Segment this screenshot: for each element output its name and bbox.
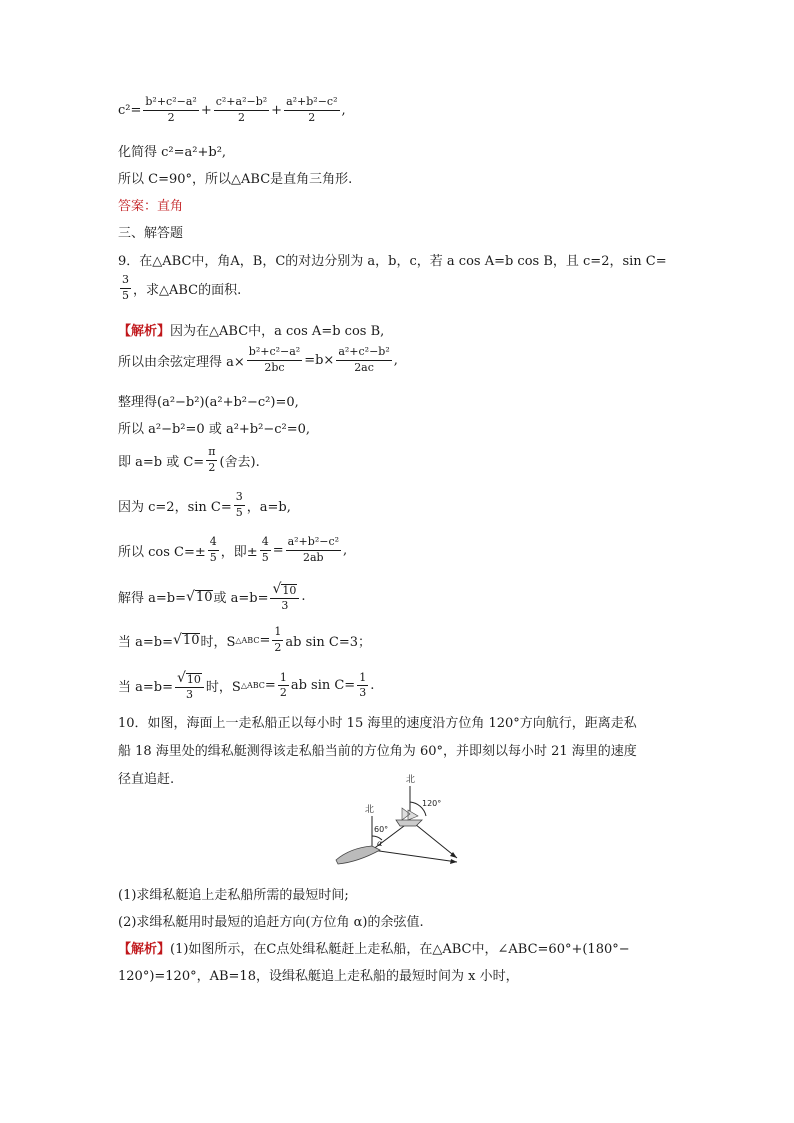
fraction <box>208 536 219 564</box>
denominator: 2bc <box>264 360 285 374</box>
denominator: 2 <box>308 110 316 124</box>
numerator: a²+c²−b² <box>336 346 391 361</box>
numerator <box>175 670 204 688</box>
solution-line-3: 整理得(a²−b²)(a²+b²−c²)=0, <box>118 395 299 410</box>
square-root <box>186 589 213 605</box>
fraction <box>278 672 289 700</box>
denominator: 5 <box>209 550 217 564</box>
solution-line-2 <box>118 346 398 374</box>
radicand: 10 <box>182 632 200 648</box>
numerator: π <box>206 446 217 461</box>
square-root <box>177 670 202 686</box>
numerator: c²+a²−b² <box>214 96 269 111</box>
solution-line-4: 所以 a²−b²=0 或 a²+b²−c²=0, <box>118 422 311 437</box>
text: . <box>370 678 375 694</box>
text: , <box>341 102 346 118</box>
question-10-text-2: 船 18 海里处的缉私艇测得该走私船当前的方位角为 60°，并即刻以每小时 21 海里的速度 <box>118 744 637 759</box>
fraction <box>260 536 271 564</box>
text: ，即± <box>220 544 258 560</box>
text: =b× <box>304 352 335 368</box>
denominator: 3 <box>185 688 193 702</box>
radical-sign: √ <box>272 581 282 597</box>
denominator: 2 <box>237 110 245 124</box>
radicand: 10 <box>195 589 213 605</box>
north-label-lower: 北 <box>365 805 375 815</box>
text: 即 a=b 或 C= <box>118 454 205 470</box>
text: ab sin C=3； <box>285 634 372 650</box>
angle-60-label: 60° <box>374 825 389 834</box>
analysis-tag: 【解析】 <box>118 324 171 339</box>
text: (舍去). <box>219 454 260 470</box>
text: 时，S <box>205 680 241 696</box>
fraction <box>284 96 339 124</box>
part-1: (1)求缉私艇追上走私船所需的最短时间; <box>118 888 349 903</box>
fraction <box>272 626 283 654</box>
numerator: 3 <box>120 274 131 289</box>
analysis-line-2: 120°)=120°，AB=18，设缉私艇追上走私船的最短时间为 x 小时， <box>118 969 519 984</box>
radical-sign: √ <box>173 632 182 649</box>
denominator: 2 <box>274 640 282 654</box>
denominator: 5 <box>235 505 243 519</box>
denominator: 2 <box>167 110 175 124</box>
radical-sign: √ <box>177 670 186 686</box>
alpha-label: α <box>377 839 383 848</box>
solution-line-1 <box>118 320 384 339</box>
solution-line-5 <box>118 446 260 474</box>
text: (1)如图所示，在C点处缉私艇赶上走私船，在△ABC中，∠ABC=60°+(180°− <box>170 942 630 957</box>
text: ，a=b, <box>246 499 291 515</box>
numerator: a²+b²−c² <box>284 96 339 111</box>
question-9-cont <box>118 274 241 302</box>
segment-bc <box>410 820 457 858</box>
north-label-upper: 北 <box>406 775 416 785</box>
part-2: (2)求缉私艇用时最短的追赶方向(方位角 α)的余弦值. <box>118 915 424 930</box>
text: 因为 c=2，sin C= <box>118 499 232 515</box>
fraction <box>143 96 198 124</box>
simplify-line: 化简得 c²=a²+b², <box>118 145 227 160</box>
fraction <box>206 446 217 474</box>
fraction <box>286 536 341 564</box>
text: = <box>259 632 271 648</box>
analysis-tag: 【解析】 <box>118 942 171 957</box>
denominator: 2 <box>279 686 287 700</box>
radicand: 10 <box>186 673 201 686</box>
fraction <box>247 346 302 374</box>
numerator: 1 <box>357 672 368 687</box>
text: 所以由余弦定理得 a× <box>118 354 245 370</box>
radical-sign: √ <box>186 588 195 605</box>
denominator: 2 <box>208 460 216 474</box>
text: ，求△ABC的面积. <box>133 282 242 298</box>
numerator: b²+c²−a² <box>143 96 198 111</box>
denominator: 2ac <box>354 360 374 374</box>
ship-pursuit-figure <box>330 768 462 866</box>
numerator: 1 <box>278 672 289 687</box>
question-10-text-3: 径直追赶. <box>118 772 175 787</box>
text: 解得 a=b= <box>118 591 186 607</box>
fraction <box>336 346 391 374</box>
numerator: 1 <box>272 626 283 641</box>
segment-ac <box>372 850 457 862</box>
section-heading: 三、解答题 <box>118 226 184 241</box>
fraction <box>234 491 245 519</box>
fraction <box>214 96 269 124</box>
text: 时，S <box>200 634 236 650</box>
text: . <box>301 589 306 605</box>
text: , <box>393 352 398 368</box>
solution-line-9 <box>118 626 371 654</box>
text: 所以 cos C=± <box>118 544 206 560</box>
numerator: 4 <box>260 536 271 551</box>
text: 或 a=b= <box>213 591 269 607</box>
patrol-boat-icon <box>336 846 380 864</box>
numerator <box>270 581 299 599</box>
text: 因为在△ABC中，a cos A=b cos B, <box>170 324 385 339</box>
denominator: 2ab <box>303 550 324 564</box>
text: = <box>272 542 284 558</box>
text: ab sin C= <box>290 678 356 694</box>
analysis-line-1 <box>118 938 630 957</box>
subscript: △ABC <box>240 681 265 691</box>
text: , <box>343 542 348 558</box>
denominator: 3 <box>359 686 367 700</box>
numerator: 4 <box>208 536 219 551</box>
solution-line-10 <box>118 670 374 702</box>
numerator: 3 <box>234 491 245 506</box>
text: = <box>264 678 276 694</box>
fraction <box>270 581 299 613</box>
solution-line-8 <box>118 581 306 613</box>
solution-line-7 <box>118 536 347 564</box>
numerator: a²+b²−c² <box>286 536 341 551</box>
radicand: 10 <box>282 584 297 597</box>
answer-line: 答案：直角 <box>118 199 184 214</box>
fraction <box>120 274 131 302</box>
text: 当 a=b= <box>118 680 173 696</box>
smuggler-ship-icon <box>396 820 422 826</box>
denominator: 5 <box>261 550 269 564</box>
question-9-text: 9．在△ABC中，角A，B，C的对边分别为 a，b，c，若 a cos A=b cos B，且 c=2，sin C= <box>118 254 667 269</box>
angle-120-label: 120° <box>422 799 442 808</box>
solution-line-6 <box>118 491 291 519</box>
text: 当 a=b= <box>118 634 173 650</box>
arrow-head-ac <box>450 859 457 864</box>
denominator: 5 <box>122 288 129 302</box>
text: + <box>271 102 283 118</box>
square-root <box>173 632 200 648</box>
equation-c-squared <box>118 96 346 124</box>
fraction <box>175 670 204 702</box>
text: c²= <box>118 102 142 118</box>
denominator: 3 <box>281 599 289 613</box>
numerator: b²+c²−a² <box>247 346 302 361</box>
subscript: △ABC <box>235 635 260 645</box>
text: + <box>200 102 212 118</box>
conclusion-line: 所以 C=90°，所以△ABC是直角三角形. <box>118 172 353 187</box>
fraction <box>357 672 368 700</box>
question-10-text-1: 10．如图，海面上一走私船正以每小时 15 海里的速度沿方位角 120°方向航行，距离走私 <box>118 716 637 731</box>
square-root <box>272 581 297 597</box>
